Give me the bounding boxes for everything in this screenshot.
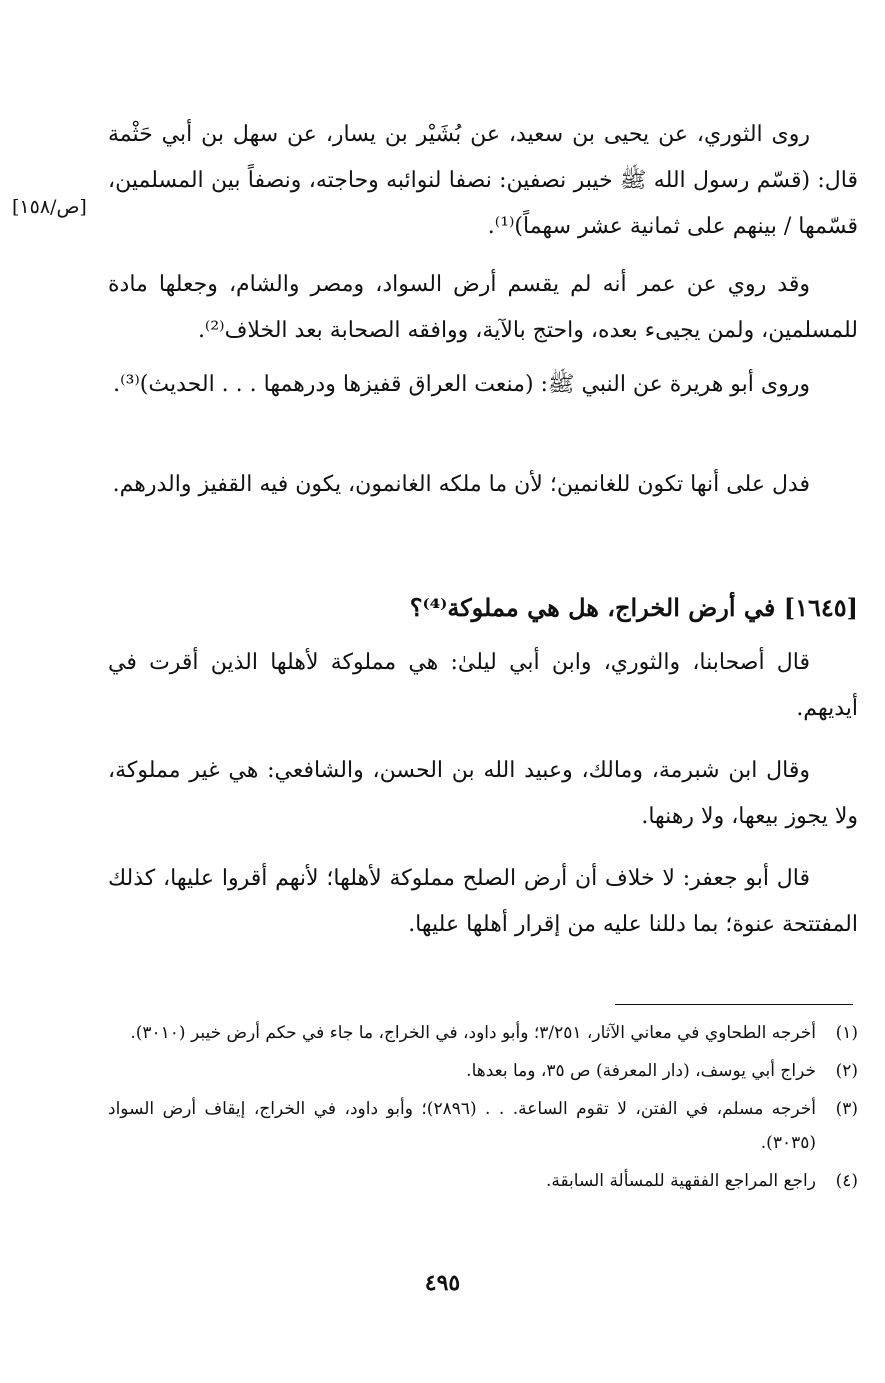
paragraph-1: [108, 112, 858, 250]
paragraph-text: وقد روي عن عمر أنه لم يقسم أرض السواد، ومصر والشام، وجعلها مادة للمسلمين، ولمن يجيىء بعده، واحتج بالآية، ووافقه الصحابة بعد الخلاف⁽²⁾.: [108, 272, 858, 343]
section-heading: [١٦٤٥] في أرض الخراج، هل هي مملوكة⁽⁴⁾؟: [409, 593, 858, 622]
footnote-number: (١): [835, 1023, 858, 1043]
paragraph-4: [108, 462, 858, 508]
footnote: [108, 1164, 858, 1198]
paragraph-6: [108, 748, 858, 840]
footnotes: [108, 1016, 858, 1202]
footnote: [108, 1054, 858, 1088]
paragraph-3: [108, 362, 858, 408]
paragraph-text: قال أصحابنا، والثوري، وابن أبي ليلىٰ: هي مملوكة لأهلها الذين أقرت في أيديهم.: [108, 650, 858, 721]
footnote: [108, 1016, 858, 1050]
paragraph-2: [108, 262, 858, 354]
footnote-text: راجع المراجع الفقهية للمسألة السابقة.: [545, 1171, 816, 1191]
paragraph-text: فدل على أنها تكون للغانمين؛ لأن ما ملكه الغانمون، يكون فيه القفيز والدرهم.: [112, 472, 810, 497]
footnote-text: أخرجه مسلم، في الفتن، لا تقوم الساعة. . . (٢٨٩٦)؛ وأبو داود، في الخراج، إيقاف أرض السواد (٣٠٣٥).: [108, 1099, 817, 1153]
footnote-number: (٣): [835, 1099, 858, 1119]
footnote-text: أخرجه الطحاوي في معاني الآثار، ٣/٢٥١؛ وأبو داود، في الخراج، ما جاء في حكم أرض خيبر (٣٠١٠).: [130, 1023, 816, 1043]
paragraph-text: وروى أبو هريرة عن النبي ﷺ: (منعت العراق قفيزها ودرهمها . . . الحديث)⁽³⁾.: [113, 372, 810, 397]
footnote: [108, 1092, 858, 1160]
footnote-number: (٤): [835, 1171, 858, 1191]
paragraph-7: [108, 856, 858, 948]
footnote-separator: [615, 1004, 853, 1005]
page-reference: [ص/١٥٨]: [12, 196, 87, 218]
paragraph-text: روى الثوري، عن يحيى بن سعيد، عن بُشَيْر بن يسار، عن سهل بن أبي حَثْمة قال: (قسّم رسول الله ﷺ خيبر نصفين: نصفا لنوائبه وحاجته، ونصفاً بين المسلمين، قسّمها / بينهم على ثمانية عشر سهماً)⁽¹⁾.: [108, 122, 858, 239]
paragraph-text: وقال ابن شبرمة، ومالك، وعبيد الله بن الحسن، والشافعي: هي غير مملوكة، ولا يجوز بيعها، ولا رهنها.: [108, 758, 858, 829]
paragraph-text: قال أبو جعفر: لا خلاف أن أرض الصلح مملوكة لأهلها؛ لأنهم أقروا عليها، كذلك المفتتحة عنوة؛ بما دللنا عليه من إقرار أهلها عليها.: [108, 866, 858, 937]
page-number: ٤٩٥: [424, 1270, 461, 1296]
footnote-text: خراج أبي يوسف، (دار المعرفة) ص ٣٥، وما بعدها.: [466, 1061, 816, 1081]
paragraph-5: [108, 640, 858, 732]
footnote-number: (٢): [835, 1061, 858, 1081]
